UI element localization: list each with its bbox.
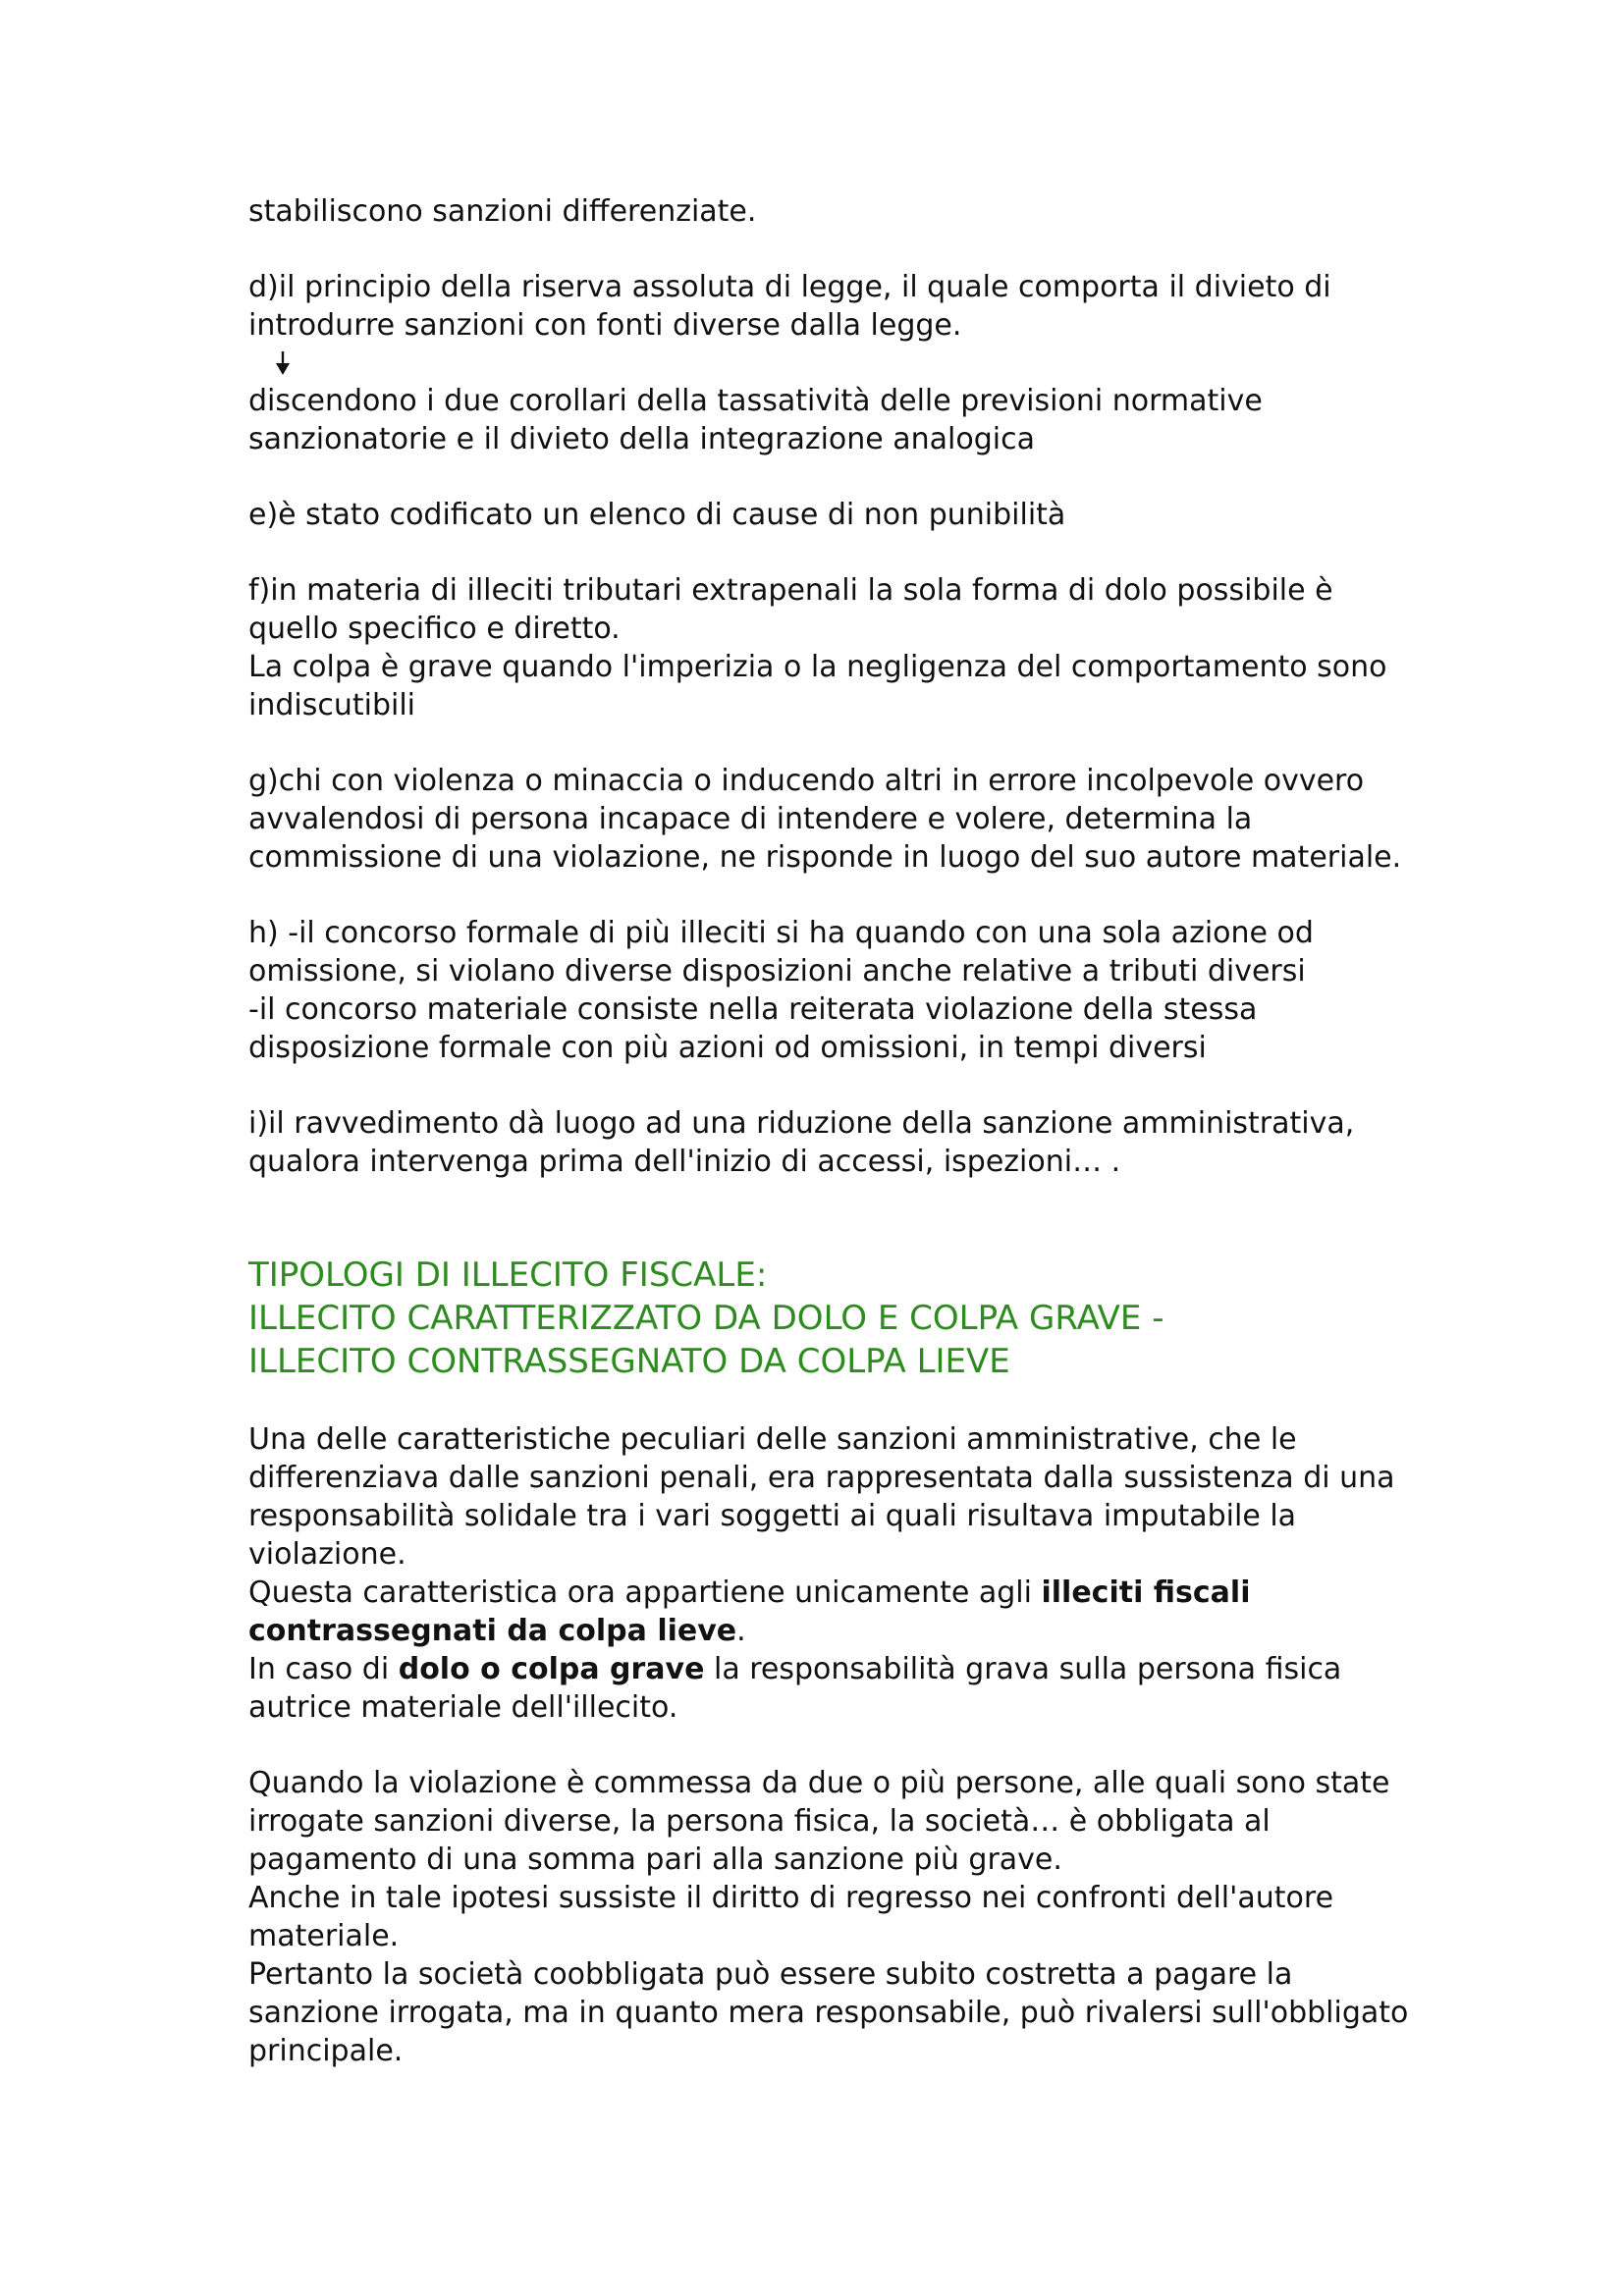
paragraph-d-line: introdurre sanzioni con fonti diverse dalla legge.: [248, 308, 962, 343]
bold-text: illeciti fiscali: [1041, 1575, 1251, 1610]
paragraph-e-line: e)è stato codificato un elenco di cause di non punibilità: [248, 498, 1066, 532]
body-paragraph-line: pagamento di una somma pari alla sanzione più grave.: [248, 1842, 1062, 1877]
body-paragraph-line: [248, 1612, 1407, 1650]
body-paragraph-line: responsabilità solidale tra i vari soggetti ai quali risultava imputabile la: [248, 1499, 1297, 1533]
body-paragraph-line: [248, 1574, 1407, 1612]
bold-text: contrassegnati da colpa lieve: [248, 1614, 737, 1648]
heading-line: ILLECITO CONTRASSEGNATO DA COLPA LIEVE: [248, 1342, 1010, 1381]
down-arrow-icon: [248, 345, 1407, 382]
paragraph-h-line: -il concorso materiale consiste nella reiterata violazione della stessa: [248, 992, 1258, 1027]
body-paragraph-line: sanzione irrogata, ma in quanto mera responsabile, può rivalersi sull'obbligato: [248, 1996, 1409, 2030]
body-paragraph-line: differenziava dalle sanzioni penali, era rappresentata dalla sussistenza di una: [248, 1461, 1395, 1495]
text-run: Questa caratteristica ora appartiene unicamente agli: [248, 1575, 1042, 1610]
bold-text: dolo o colpa grave: [398, 1652, 705, 1686]
body-paragraph-line: irrogate sanzioni diverse, la persona fisica, la società… è obbligata al: [248, 1804, 1271, 1839]
paragraph-line: stabiliscono sanzioni differenziate.: [248, 194, 757, 229]
paragraph-h-line: disposizione formale con più azioni od omissioni, in tempi diversi: [248, 1031, 1207, 1065]
body-paragraph-line: Una delle caratteristiche peculiari delle sanzioni amministrative, che le: [248, 1422, 1297, 1457]
body-paragraph-line: materiale.: [248, 1919, 400, 1953]
paragraph-f-line: La colpa è grave quando l'imperizia o la negligenza del comportamento sono: [248, 650, 1387, 684]
paragraph-h-line: omissione, si violano diverse disposizioni anche relative a tributi diversi: [248, 954, 1306, 988]
paragraph-d2-line: discendono i due corollari della tassatività delle previsioni normative: [248, 384, 1263, 418]
text-run: la responsabilità grava sulla persona fisica: [704, 1652, 1342, 1686]
paragraph-d-line: d)il principio della riserva assoluta di legge, il quale comporta il divieto di: [248, 270, 1331, 304]
text-run: In caso di: [248, 1652, 399, 1686]
paragraph-f-line: f)in materia di illeciti tributari extrapenali la sola forma di dolo possibile è: [248, 573, 1333, 608]
paragraph-i-line: i)il ravvedimento dà luogo ad una riduzione della sanzione amministrativa,: [248, 1106, 1355, 1141]
paragraph-h-line: h) -il concorso formale di più illeciti si ha quando con una sola azione od: [248, 916, 1314, 950]
paragraph-g-line: avvalendosi di persona incapace di intendere e volere, determina la: [248, 802, 1253, 836]
paragraph-g-line: g)chi con violenza o minaccia o inducendo altri in errore incolpevole ovvero: [248, 764, 1365, 798]
body-paragraph-line: violazione.: [248, 1537, 406, 1572]
paragraph-g-line: commissione di una violazione, ne risponde in luogo del suo autore materiale.: [248, 840, 1402, 875]
heading-line: ILLECITO CARATTERIZZATO DA DOLO E COLPA GRAVE -: [248, 1299, 1164, 1338]
paragraph-d2-line: sanzionatorie e il divieto della integrazione analogica: [248, 422, 1036, 456]
body-paragraph-line: [248, 1650, 1407, 1688]
body-paragraph-line: autrice materiale dell'illecito.: [248, 1690, 678, 1725]
body-paragraph-line: Quando la violazione è commessa da due o più persone, alle quali sono state: [248, 1766, 1390, 1800]
paragraph-f-line: indiscutibili: [248, 688, 416, 722]
document-page: [248, 192, 1407, 2070]
heading-line: TIPOLOGI DI ILLECITO FISCALE:: [248, 1255, 768, 1295]
body-paragraph-line: Pertanto la società coobbligata può essere subito costretta a pagare la: [248, 1957, 1293, 1992]
body-paragraph-line: Anche in tale ipotesi sussiste il diritto di regresso nei confronti dell'autore: [248, 1881, 1334, 1915]
paragraph-i-line: qualora intervenga prima dell'inizio di accessi, ispezioni… .: [248, 1145, 1121, 1179]
paragraph-f-line: quello specifico e diretto.: [248, 612, 621, 646]
body-paragraph-line: principale.: [248, 2034, 404, 2068]
text-run: .: [736, 1614, 746, 1648]
section-heading: [248, 1254, 1407, 1383]
